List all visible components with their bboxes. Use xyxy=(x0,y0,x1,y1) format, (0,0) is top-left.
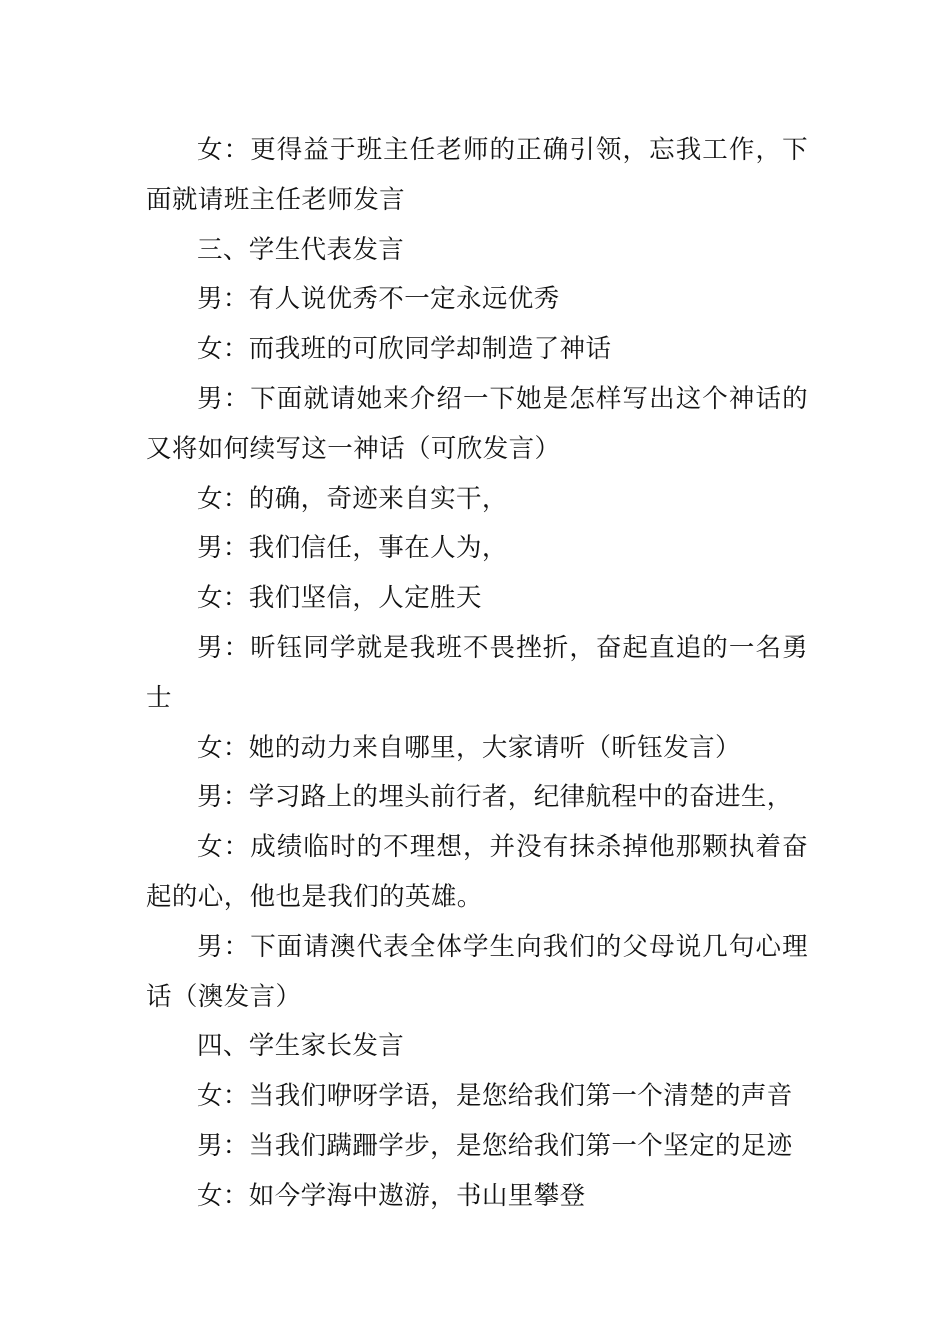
paragraph: 女：成绩临时的不理想，并没有抹杀掉他那颗执着奋起的心，他也是我们的英雄。 xyxy=(146,832,808,912)
paragraph: 男：学习路上的埋头前行者，纪律航程中的奋进生， xyxy=(197,782,793,813)
paragraph: 女：如今学海中遨游，书山里攀登 xyxy=(197,1180,586,1211)
paragraph: 女：的确，奇迹来自实干， xyxy=(197,483,508,514)
paragraph: 男：我们信任，事在人为， xyxy=(197,533,508,564)
paragraph: 男：有人说优秀不一定永远优秀 xyxy=(197,284,560,315)
paragraph: 男：下面就请她来介绍一下她是怎样写出这个神话的又将如何续写这一神话（可欣发言） xyxy=(146,383,808,464)
paragraph: 女：而我班的可欣同学却制造了神话 xyxy=(197,334,612,365)
paragraph: 男：当我们蹒跚学步，是您给我们第一个坚定的足迹 xyxy=(197,1130,793,1161)
paragraph: 女：她的动力来自哪里，大家请听（昕钰发言） xyxy=(197,732,741,763)
paragraph: 男：下面请澳代表全体学生向我们的父母说几句心理话（澳发言） xyxy=(146,931,808,1012)
document-body xyxy=(146,126,808,1222)
paragraph: 男：昕钰同学就是我班不畏挫折，奋起直追的一名勇士 xyxy=(146,632,808,713)
section-heading: 四、学生家长发言 xyxy=(197,1031,405,1062)
paragraph: 女：更得益于班主任老师的正确引领，忘我工作，下面就请班主任老师发言 xyxy=(146,135,808,215)
section-heading: 三、学生代表发言 xyxy=(197,234,405,265)
paragraph: 女：当我们咿呀学语，是您给我们第一个清楚的声音 xyxy=(197,1081,793,1112)
paragraph: 女：我们坚信，人定胜天 xyxy=(197,583,482,614)
